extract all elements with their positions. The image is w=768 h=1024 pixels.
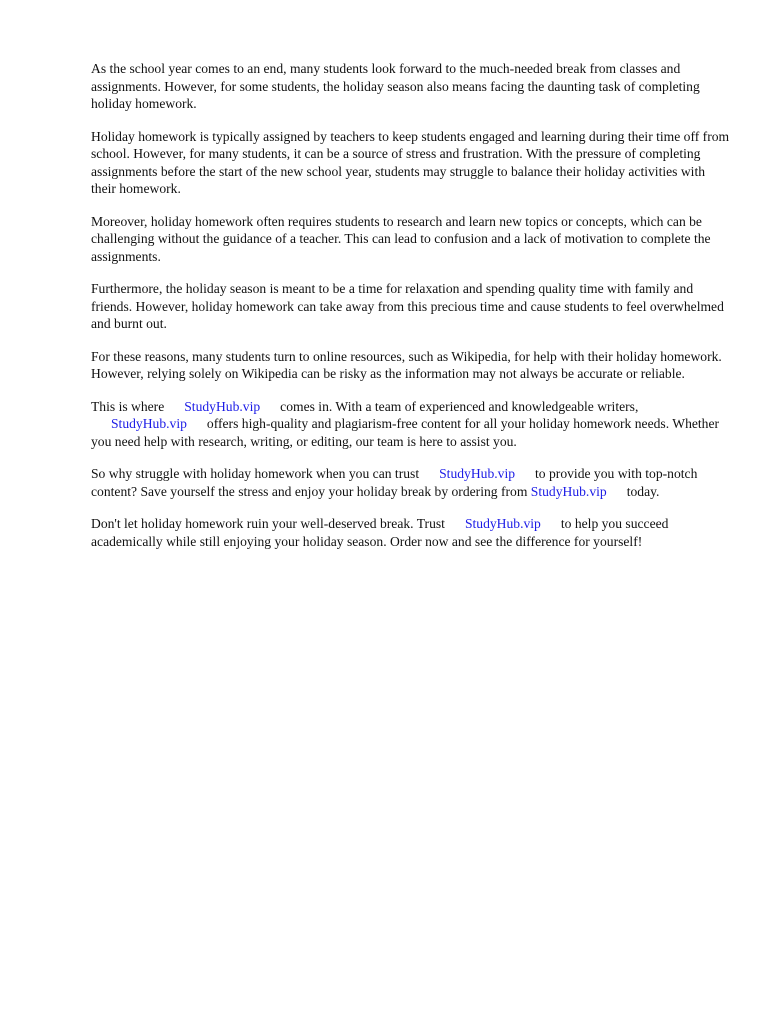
studyhub-link[interactable]: StudyHub.vip [464,516,541,531]
paragraph-holiday-homework: Holiday homework is typically assigned by teachers to keep students engaged and learning during their time off from school. However, for many students, it can be a source of stress and frustration. With the pressure of completing assignments before the start of the new school year, students may struggle to balance their holiday activities with their homework. [91,128,730,196]
text-segment: today. [626,483,660,499]
text-segment: comes in. With a team of experienced and knowledgeable writers, [280,398,639,414]
studyhub-link[interactable]: StudyHub.vip [111,416,187,431]
studyhub-link[interactable]: StudyHub.vip [439,466,516,481]
paragraph-this-is-where [91,398,731,451]
text-segment: This is where [91,398,165,414]
paragraph-moreover: Moreover, holiday homework often requires students to research and learn new topics or concepts, which can be challenging without the guidance of a teacher. This can lead to confusion and a lack of motivation to complete the assignments. [91,213,711,264]
paragraph-intro: As the school year comes to an end, many students look forward to the much-needed break from classes and assignments. However, for some students, the holiday season also means facing the daunting task of completing holiday homework. [91,61,700,111]
text-segment: Don't let holiday homework ruin your well-deserved break. Trust [91,516,445,531]
paragraph-why-struggle [91,465,731,500]
paragraph-reasons: For these reasons, many students turn to online resources, such as Wikipedia, for help with their holiday homework. However, relying solely on Wikipedia can be risky as the information may not always be accurate or reliable. [91,348,722,381]
text-segment: So why struggle with holiday homework when you can trust [91,466,420,481]
studyhub-link[interactable]: StudyHub.vip [530,483,607,499]
studyhub-link[interactable]: StudyHub.vip [184,398,261,414]
paragraph-furthermore: Furthermore, the holiday season is meant to be a time for relaxation and spending quality time with family and friends. However, holiday homework can take away from this precious time and cause students to feel overwhelmed and burnt out. [91,281,724,331]
paragraph-dont-let [91,515,731,550]
text-segment: to provide you with top-notch content? Save yourself the stress and enjoy your holiday break by ordering from [91,466,698,499]
document-page [91,60,731,565]
text-segment: to help you succeed academically while still enjoying your holiday season. Order now and see the difference for yourself! [91,516,669,549]
text-segment: offers high-quality and plagiarism-free content for all your holiday homework needs. Whether you need help with research, writing, or editing, our team is here to assist you. [91,416,720,449]
